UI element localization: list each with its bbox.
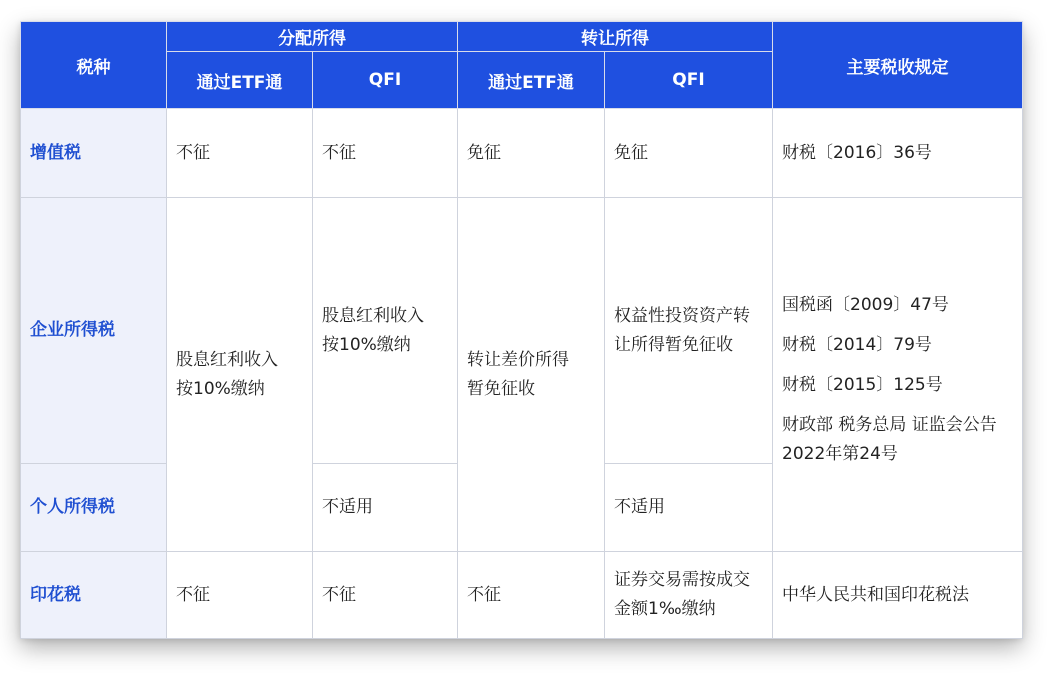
cell-stamp-dist-etf: 不征	[167, 552, 313, 639]
row-label-vat: 增值税	[21, 109, 167, 198]
cell-text: 股息红利收入	[176, 349, 278, 370]
header-tax-type: 税种	[21, 22, 167, 109]
regulation-ref: 国税函〔2009〕47号	[782, 295, 949, 315]
cell-stamp-trans-etf: 不征	[458, 552, 605, 639]
cell-stamp-reg: 中华人民共和国印花税法	[773, 552, 1023, 639]
cell-vat-dist-qfi: 不征	[313, 109, 458, 198]
header-transfer: 转让所得	[458, 22, 773, 52]
cell-text: 暂免征收	[467, 378, 535, 399]
cell-shared-dist-etf	[167, 198, 313, 552]
cell-text: 权益性投资资产转	[614, 306, 750, 326]
header-trans-etf: 通过ETF通	[458, 52, 605, 109]
header-dist-etf: 通过ETF通	[167, 52, 313, 109]
cell-iit-dist-qfi: 不适用	[313, 464, 458, 552]
cell-text: 让所得暂免征收	[614, 335, 733, 355]
cell-text: 转让差价所得	[467, 349, 569, 370]
cell-stamp-dist-qfi: 不征	[313, 552, 458, 639]
row-label-stamp: 印花税	[21, 552, 167, 639]
cell-cit-trans-qfi	[605, 198, 773, 464]
cell-vat-reg: 财税〔2016〕36号	[773, 109, 1023, 198]
cell-vat-trans-qfi: 免征	[605, 109, 773, 198]
header-dist-qfi: QFI	[313, 52, 458, 109]
cell-text: 2022年第24号	[782, 444, 898, 464]
cell-text: 证券交易需按成交	[614, 570, 750, 590]
cell-text: 财政部 税务总局 证监会公告	[782, 415, 997, 435]
header-regulations: 主要税收规定	[773, 22, 1023, 109]
tax-table	[20, 21, 1023, 639]
regulation-ref	[782, 411, 1014, 469]
header-trans-qfi: QFI	[605, 52, 773, 109]
row-label-cit: 企业所得税	[21, 198, 167, 464]
cell-text: 股息红利收入	[322, 306, 424, 326]
cell-cit-regs	[773, 198, 1023, 552]
cell-vat-trans-etf: 免征	[458, 109, 605, 198]
regulation-ref: 财税〔2014〕79号	[782, 335, 932, 355]
cell-text: 按10%缴纳	[322, 335, 411, 355]
table-row	[21, 198, 1023, 464]
row-label-iit: 个人所得税	[21, 464, 167, 552]
cell-shared-trans-etf	[458, 198, 605, 552]
cell-stamp-trans-qfi	[605, 552, 773, 639]
cell-text: 金额1‰缴纳	[614, 599, 716, 619]
regulation-ref: 财税〔2015〕125号	[782, 375, 943, 395]
cell-vat-dist-etf: 不征	[167, 109, 313, 198]
cell-cit-dist-qfi	[313, 198, 458, 464]
cell-iit-trans-qfi: 不适用	[605, 464, 773, 552]
header-distribution: 分配所得	[167, 22, 458, 52]
cell-text: 按10%缴纳	[176, 378, 265, 399]
table-row	[21, 552, 1023, 639]
table-row	[21, 109, 1023, 198]
